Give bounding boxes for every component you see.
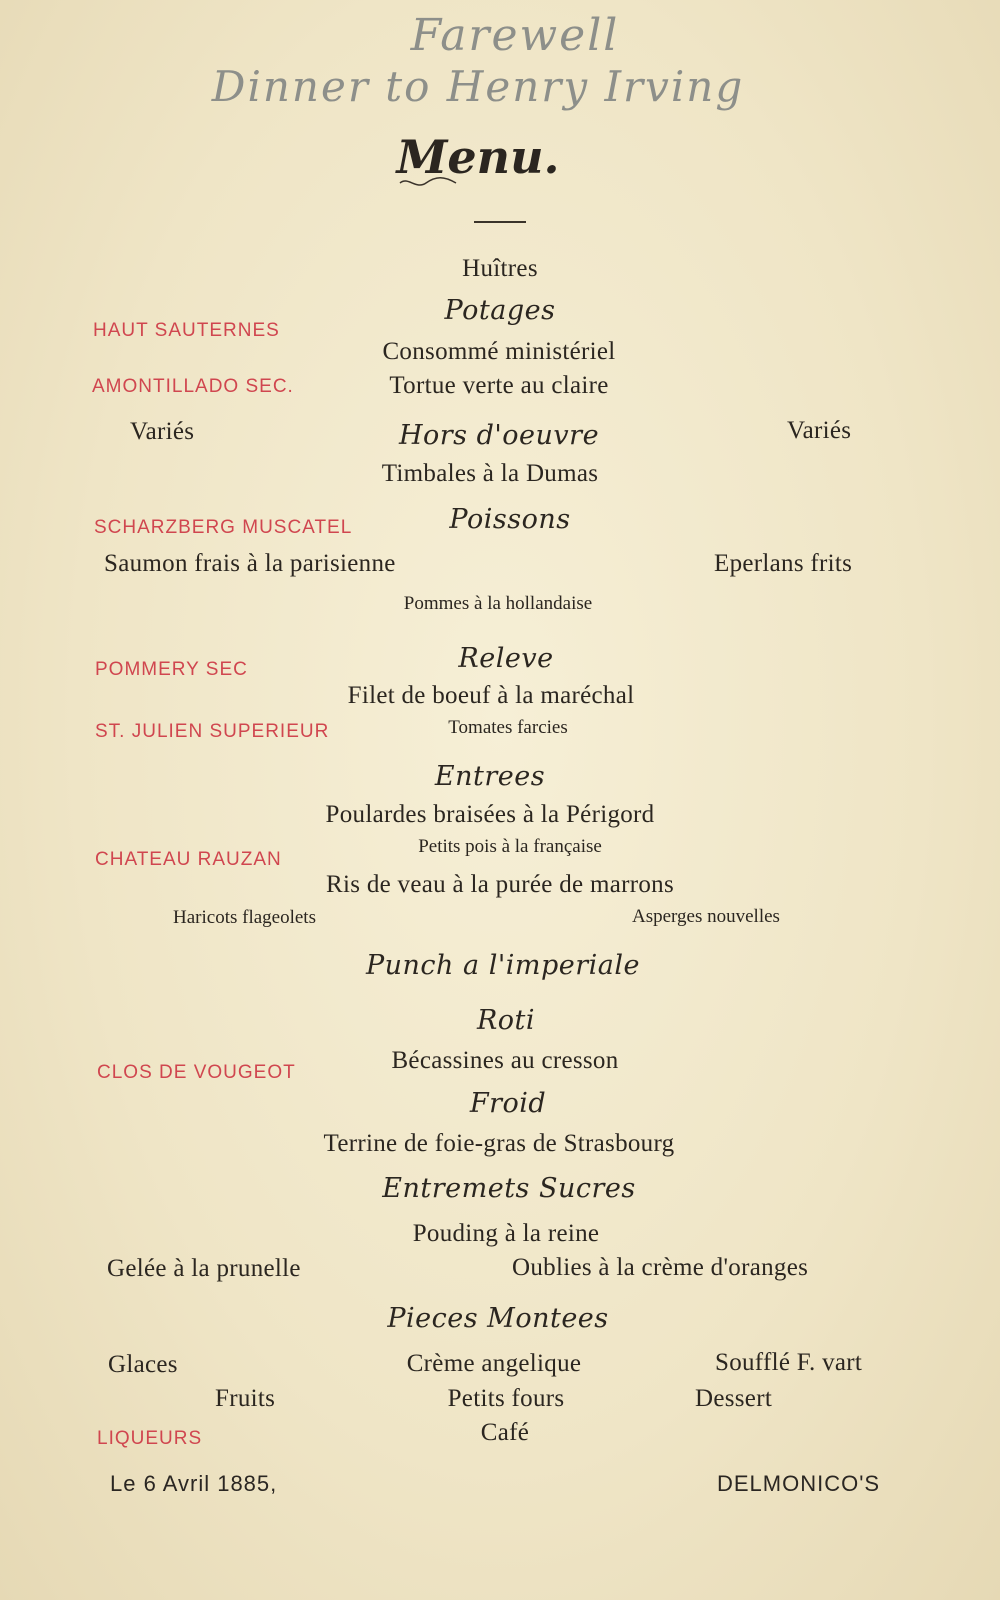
- dish-tomates: Tomates farcies: [448, 717, 568, 738]
- dish-poulardes: Poulardes braisées à la Périgord: [325, 801, 655, 828]
- dish-pouding: Pouding à la reine: [412, 1220, 600, 1247]
- dish-creme-angelique: Crème angelique: [406, 1350, 582, 1377]
- course-punch: Punch a l'imperiale: [365, 950, 641, 981]
- course-froid: Froid: [469, 1088, 547, 1119]
- menu-title: Menu.: [396, 130, 560, 184]
- dish-pommes: Pommes à la hollandaise: [403, 593, 593, 614]
- dish-fruits: Fruits: [215, 1385, 276, 1412]
- course-potages: Potages: [444, 295, 556, 326]
- wine-liqueurs: LIQUEURS: [97, 1428, 203, 1449]
- wine-scharzberg: SCHARZBERG MUSCATEL: [94, 517, 353, 538]
- wine-clos-de-vougeot: CLOS DE VOUGEOT: [97, 1062, 296, 1083]
- dish-cafe: Café: [480, 1419, 530, 1446]
- flourish-ornament-icon: [398, 176, 458, 190]
- wine-amontillado: AMONTILLADO SEC.: [92, 376, 294, 397]
- course-hors-doeuvre: Hors d'oeuvre: [398, 420, 600, 451]
- dish-asperges: Asperges nouvelles: [632, 906, 780, 927]
- dish-petits-fours: Petits fours: [447, 1385, 565, 1412]
- dish-varies-left: Variés: [130, 418, 195, 445]
- dish-ris-de-veau: Ris de veau à la purée de marrons: [326, 871, 674, 898]
- course-pieces-montees: Pieces Montees: [387, 1303, 609, 1334]
- dish-saumon: Saumon frais à la parisienne: [104, 550, 396, 577]
- course-poissons: Poissons: [449, 504, 571, 535]
- footer-restaurant: DELMONICO'S: [717, 1471, 881, 1496]
- wine-st-julien: ST. JULIEN SUPERIEUR: [95, 721, 330, 742]
- course-entrees: Entrees: [434, 761, 546, 792]
- dish-gelee: Gelée à la prunelle: [107, 1255, 301, 1282]
- handwritten-inscription-line1: Farewell: [410, 10, 620, 61]
- handwritten-inscription-line2: Dinner to Henry Irving: [211, 62, 745, 111]
- course-roti: Roti: [476, 1005, 536, 1036]
- dish-varies-right: Variés: [787, 417, 852, 444]
- course-entremets: Entremets Sucres: [382, 1173, 636, 1204]
- dish-filet: Filet de boeuf à la maréchal: [347, 682, 635, 709]
- dish-souffle: Soufflé F. vart: [715, 1349, 863, 1376]
- wine-pommery: POMMERY SEC: [95, 659, 248, 680]
- dish-huitres: Huîtres: [462, 255, 538, 282]
- dish-glaces: Glaces: [108, 1351, 178, 1378]
- dish-becassines: Bécassines au cresson: [391, 1047, 619, 1074]
- dish-haricots: Haricots flageolets: [173, 907, 316, 928]
- wine-chateau-rauzan: CHATEAU RAUZAN: [95, 849, 282, 870]
- course-releve: Releve: [458, 643, 554, 674]
- dish-eperlans: Eperlans frits: [714, 550, 853, 577]
- dish-timbales: Timbales à la Dumas: [381, 460, 599, 487]
- dish-oublies: Oublies à la crème d'oranges: [512, 1254, 809, 1281]
- wine-haut-sauternes: HAUT SAUTERNES: [93, 320, 280, 341]
- dish-terrine: Terrine de foie-gras de Strasbourg: [323, 1130, 675, 1157]
- dish-dessert: Dessert: [695, 1385, 773, 1412]
- dish-petits-pois: Petits pois à la française: [418, 836, 602, 857]
- footer-date: Le 6 Avril 1885,: [110, 1471, 278, 1496]
- dish-consomme: Consommé ministériel: [382, 338, 616, 365]
- title-divider: [474, 221, 526, 223]
- dish-tortue: Tortue verte au claire: [389, 372, 609, 399]
